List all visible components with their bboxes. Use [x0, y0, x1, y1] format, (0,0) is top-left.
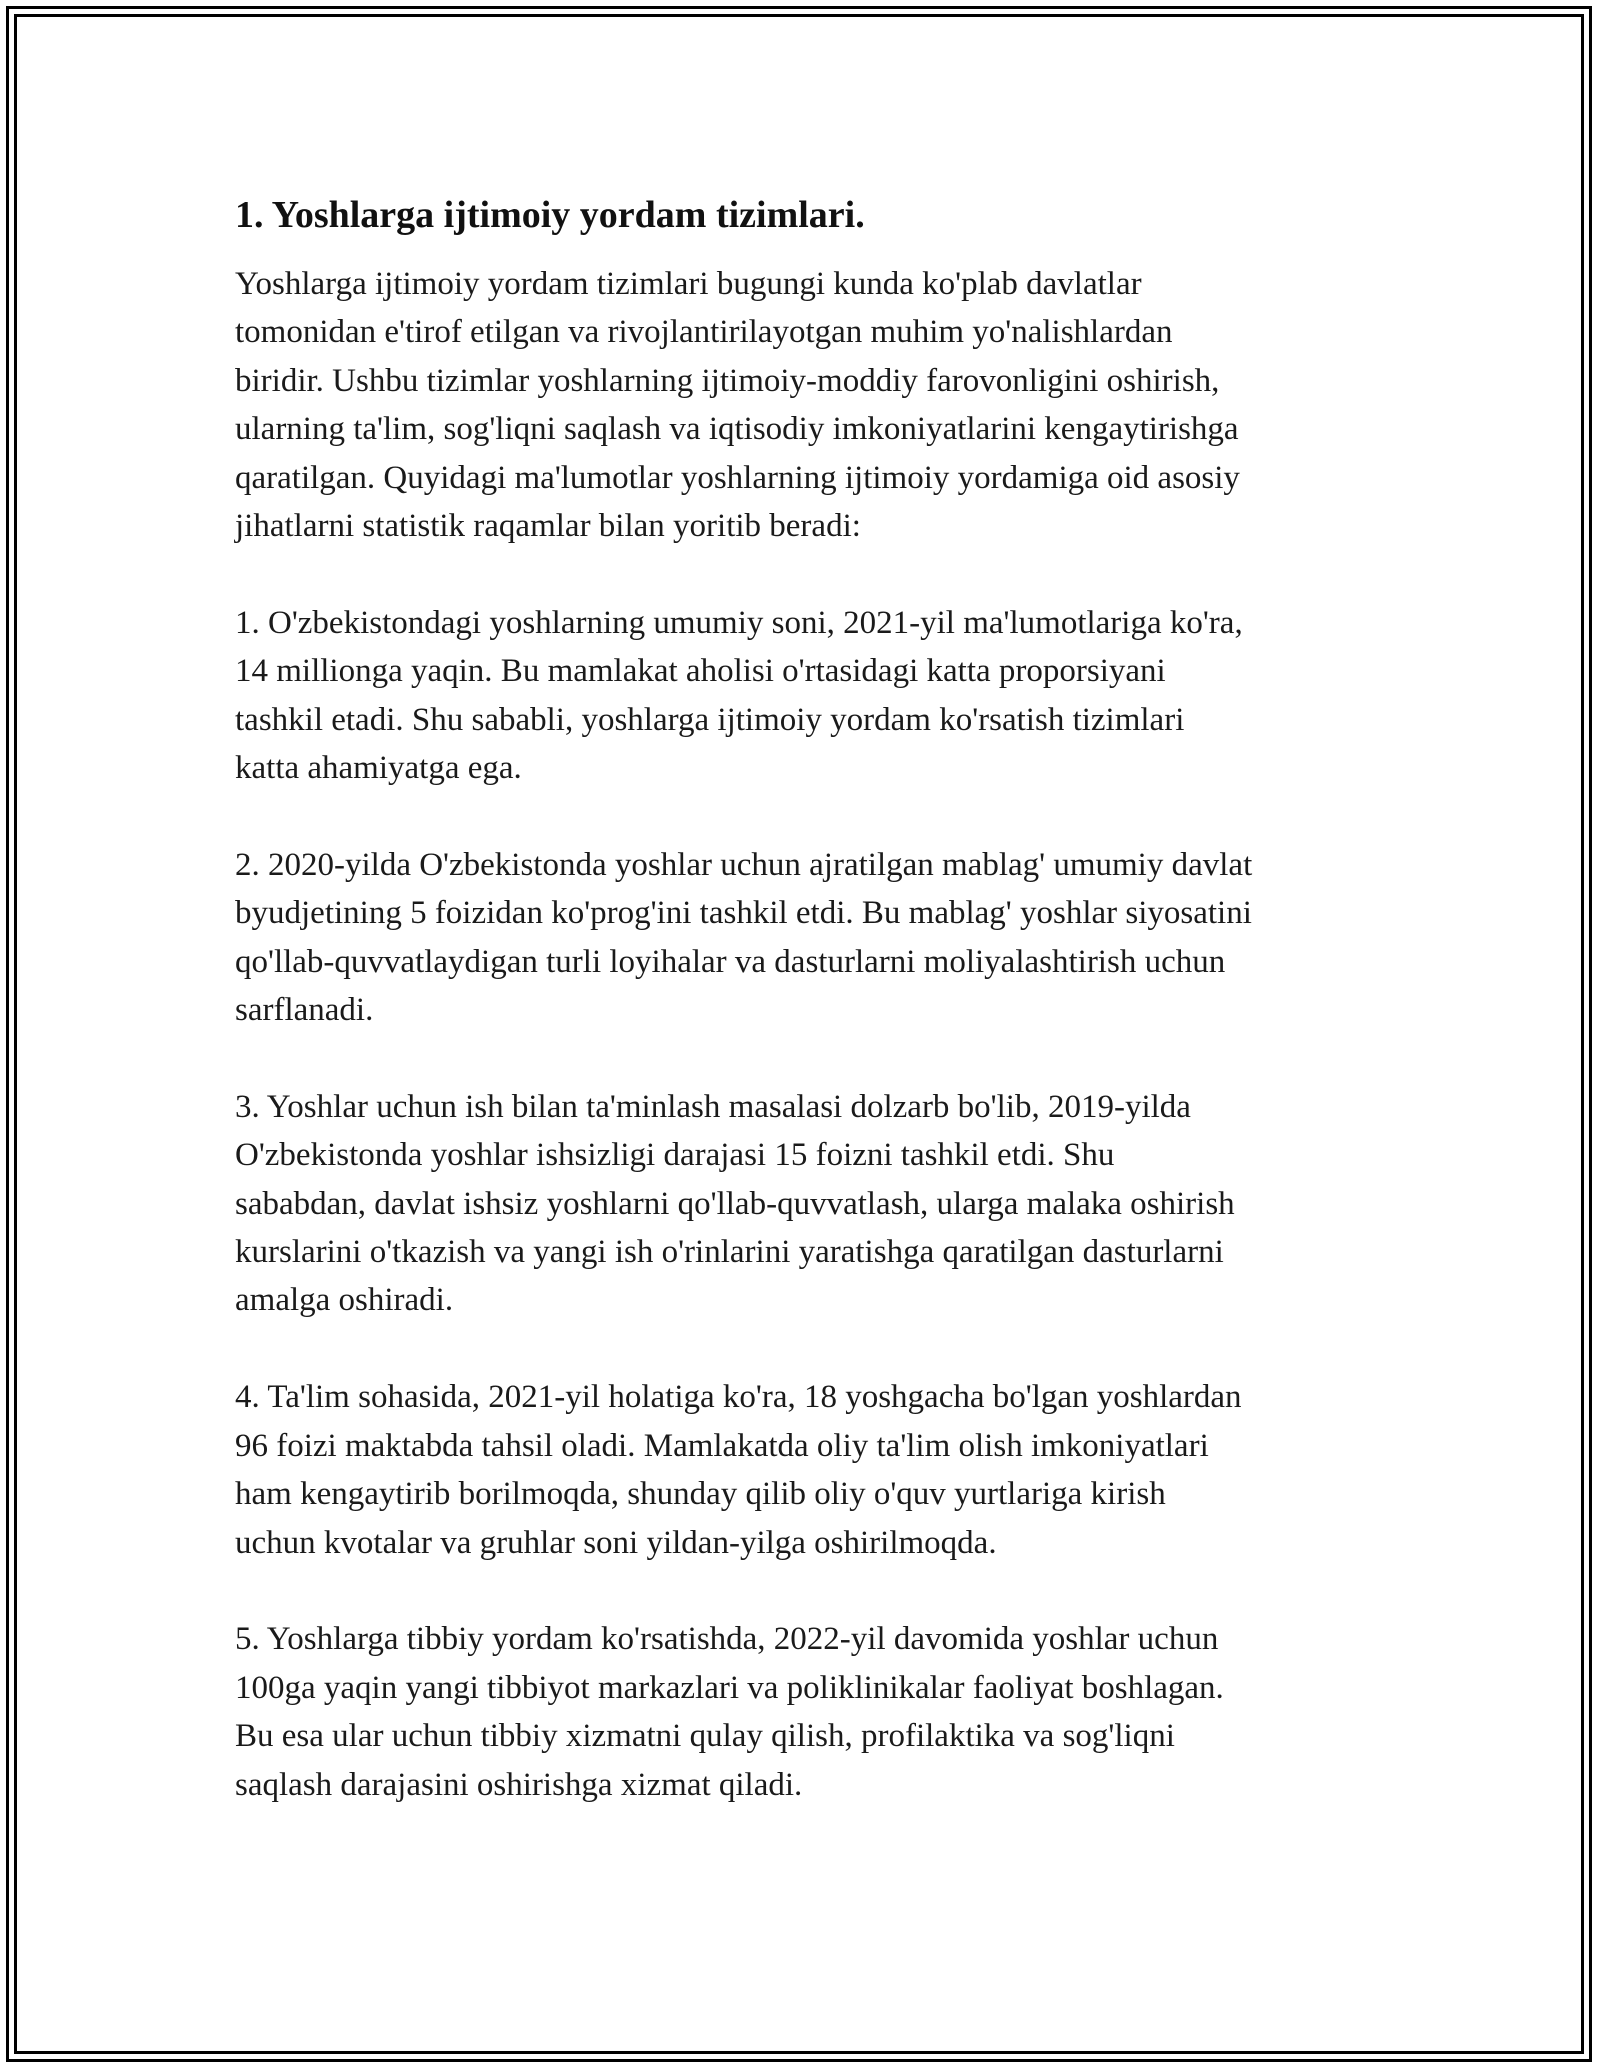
text-line: 14 millionga yaqin. Bu mamlakat aholisi o'rtasidagi katta proporsiyani [235, 653, 1166, 690]
list-item-paragraph [235, 599, 1415, 793]
text-line: sababdan, davlat ishsiz yoshlarni qo'llab-quvvatlash, ularga malaka oshirish [235, 1185, 1235, 1222]
text-line: Yoshlarga ijtimoiy yordam tizimlari bugungi kunda ko'plab davlatlar [235, 266, 1142, 302]
text-line: katta ahamiyatga ega. [235, 750, 522, 787]
document-page [235, 190, 1415, 1857]
text-line: ularning ta'lim, sog'liqni saqlash va iqtisodiy imkoniyatlarini kengaytirishga [235, 411, 1239, 448]
list-item-paragraph [235, 1083, 1415, 1325]
intro-paragraph [235, 260, 1415, 550]
text-line: 3. Yoshlar uchun ish bilan ta'minlash masalasi dolzarb bo'lib, 2019-yilda [235, 1088, 1191, 1125]
text-line: O'zbekistonda yoshlar ishsizligi darajasi 15 foizni tashkil etdi. Shu [235, 1137, 1115, 1174]
text-line: amalga oshiradi. [235, 1282, 454, 1319]
text-line: jihatlarni statistik raqamlar bilan yoritib beradi: [235, 508, 861, 545]
text-line: 4. Ta'lim sohasida, 2021-yil holatiga ko'ra, 18 yoshgacha bo'lgan yoshlardan [235, 1379, 1242, 1416]
text-line: Bu esa ular uchun tibbiy xizmatni qulay qilish, profilaktika va sog'liqni [235, 1718, 1175, 1755]
text-line: 96 foizi maktabda tahsil oladi. Mamlakatda oliy ta'lim olish imkoniyatlari [235, 1427, 1209, 1464]
list-item-paragraph [235, 1373, 1415, 1567]
text-line: sarflanadi. [235, 992, 374, 1029]
section-heading: 1. Yoshlarga ijtimoiy yordam tizimlari. [235, 194, 865, 236]
text-line: 1. O'zbekistondagi yoshlarning umumiy soni, 2021-yil ma'lumotlariga ko'ra, [235, 604, 1243, 641]
text-line: tashkil etadi. Shu sababli, yoshlarga ijtimoiy yordam ko'rsatish tizimlari [235, 701, 1185, 738]
text-line: 2. 2020-yilda O'zbekistonda yoshlar uchun ajratilgan mablag' umumiy davlat [235, 846, 1253, 883]
text-line: 100ga yaqin yangi tibbiyot markazlari va poliklinikalar faoliyat boshlagan. [235, 1669, 1224, 1706]
text-line: qaratilgan. Quyidagi ma'lumotlar yoshlarning ijtimoiy yordamiga oid asosiy [235, 459, 1240, 496]
text-line: saqlash darajasini oshirishga xizmat qiladi. [235, 1766, 803, 1803]
text-line: 5. Yoshlarga tibbiy yordam ko'rsatishda, 2022-yil davomida yoshlar uchun [235, 1621, 1219, 1658]
text-line: biridir. Ushbu tizimlar yoshlarning ijtimoiy-moddiy farovonligini oshirish, [235, 362, 1220, 399]
list-item-paragraph [235, 1615, 1415, 1809]
text-line: qo'llab-quvvatlaydigan turli loyihalar va dasturlarni moliyalashtirish uchun [235, 943, 1226, 980]
list-item-paragraph [235, 841, 1415, 1035]
text-line: tomonidan e'tirof etilgan va rivojlantirilayotgan muhim yo'nalishlardan [235, 314, 1173, 351]
text-line: ham kengaytirib borilmoqda, shunday qilib oliy o'quv yurtlariga kirish [235, 1476, 1166, 1513]
text-line: byudjetining 5 foizidan ko'prog'ini tashkil etdi. Bu mablag' yoshlar siyosatini [235, 895, 1252, 932]
document-body [235, 260, 1415, 1809]
text-line: kurslarini o'tkazish va yangi ish o'rinlarini yaratishga qaratilgan dasturlarni [235, 1234, 1224, 1271]
text-line: uchun kvotalar va gruhlar soni yildan-yilga oshirilmoqda. [235, 1524, 997, 1561]
